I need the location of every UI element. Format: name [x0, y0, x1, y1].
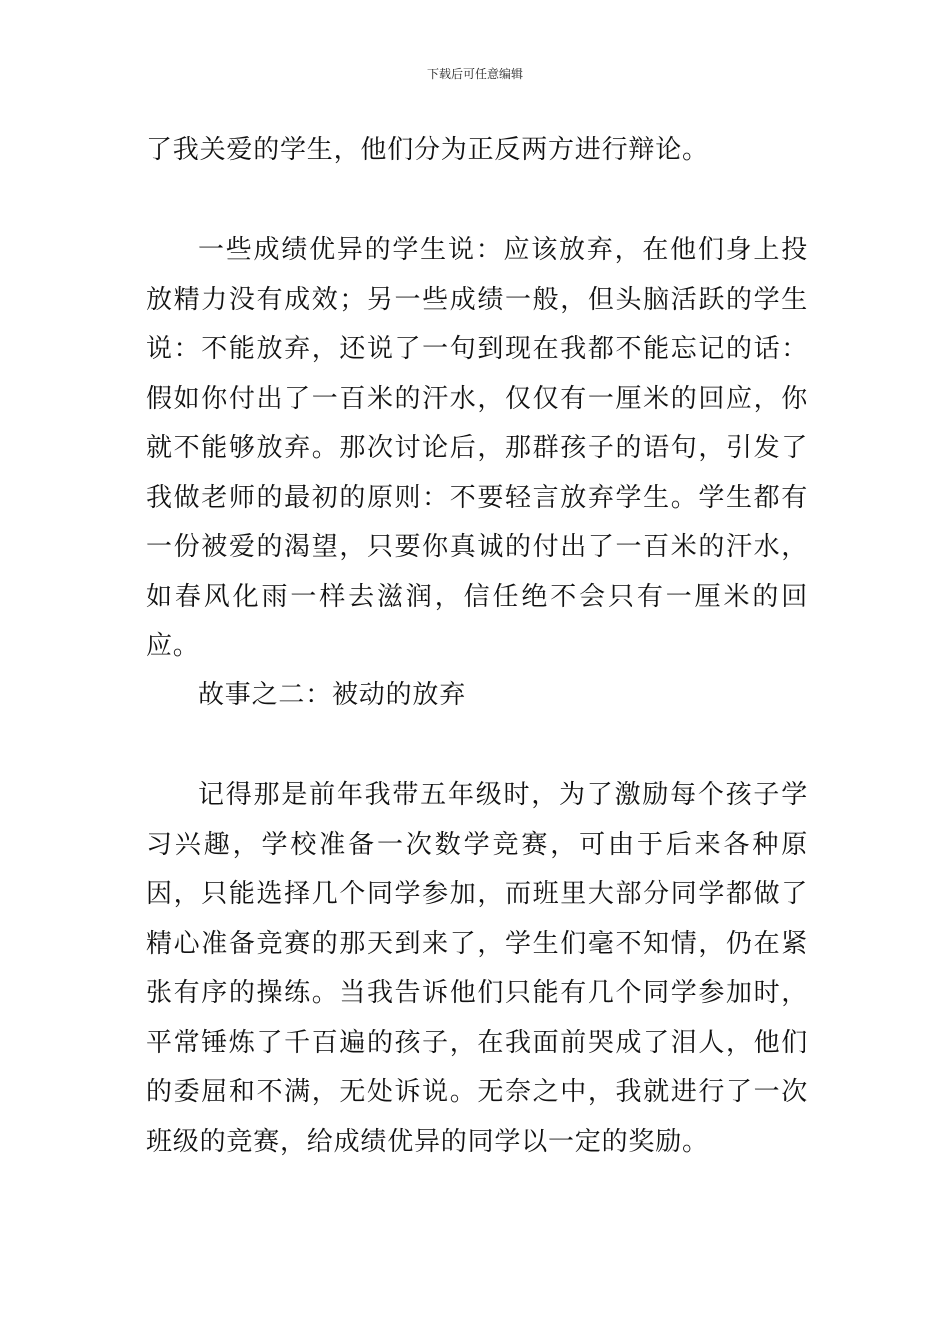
page-header-note: 下载后可任意编辑	[426, 67, 523, 81]
paragraph-continuation: 了我关爱的学生，他们分为正反两方进行辩论。	[146, 135, 709, 165]
story-heading: 故事之二：被动的放弃	[198, 680, 467, 710]
paragraph-competition: 记得那是前年我带五年级时，为了激励每个孩子学习兴趣，学校准备一次数学竞赛，可由于后来各种原因，只能选择几个同学参加，而班里大部分同学都做了精心准备竞赛的那天到来了，学生们毫不知情，仍在紧张有序的操练。当我告诉他们只能有几个同学参加时，平常锤炼了千百遍的孩子，在我面前哭成了泪人，他们的委屈和不满，无处诉说。无奈之中，我就进行了一次班级的竞赛，给成绩优异的同学以一定的奖励。	[146, 780, 808, 1157]
paragraph-debate: 一些成绩优异的学生说：应该放弃，在他们身上投放精力没有成效；另一些成绩一般，但头脑活跃的学生说：不能放弃，还说了一句到现在我都不能忘记的话：假如你付出了一百米的汗水，仅仅有一厘米的回应，你就不能够放弃。那次讨论后，那群孩子的语句，引发了我做老师的最初的原则：不要轻言放弃学生。学生都有一份被爱的渴望，只要你真诚的付出了一百米的汗水，如春风化雨一样去滋润，信任绝不会只有一厘米的回应。	[146, 235, 808, 661]
